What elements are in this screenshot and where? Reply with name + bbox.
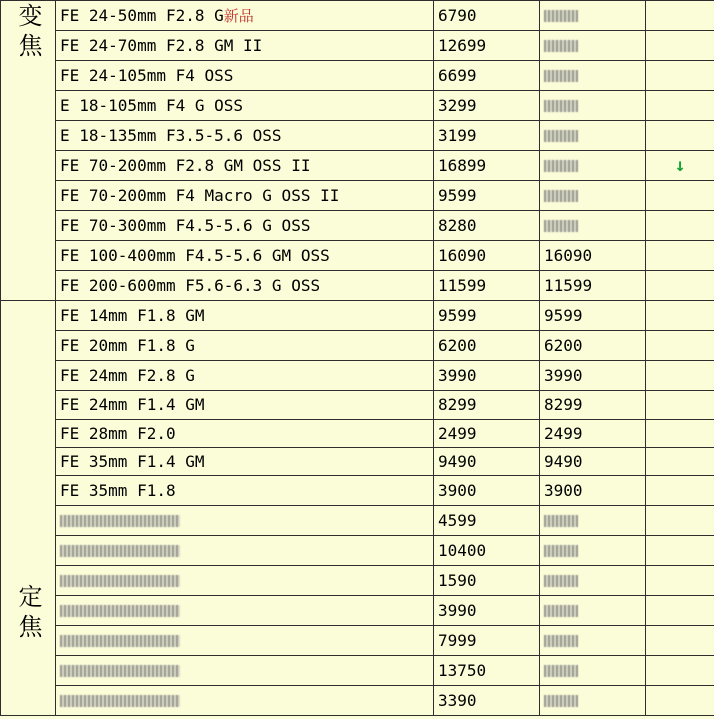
table-row xyxy=(1,271,714,301)
price-cell xyxy=(434,391,540,420)
price: 3199 xyxy=(438,125,477,145)
table-row xyxy=(1,686,714,716)
price: 6699 xyxy=(438,65,477,85)
lens-name-cell xyxy=(56,91,434,121)
table-row xyxy=(1,476,714,506)
lens-name-cell xyxy=(56,301,434,331)
price-cell xyxy=(434,91,540,121)
price: 8280 xyxy=(438,215,477,235)
price-cell xyxy=(434,151,540,181)
category-prime-cell xyxy=(1,301,56,716)
price-cell xyxy=(434,181,540,211)
price: 3900 xyxy=(438,480,477,500)
note-cell xyxy=(646,476,714,506)
lens-name-cell xyxy=(56,566,434,596)
price2: 11599 xyxy=(544,275,593,295)
lens-name-cell xyxy=(56,211,434,241)
blurred-price xyxy=(544,160,578,172)
blurred-lens-name xyxy=(60,635,180,647)
blurred-price xyxy=(544,545,578,557)
blurred-price-cell xyxy=(540,626,646,656)
table-row xyxy=(1,301,714,331)
lens-name-cell xyxy=(56,61,434,91)
note-cell xyxy=(646,420,714,448)
lens-name-cell xyxy=(56,506,434,536)
price-cell xyxy=(434,656,540,686)
table-row xyxy=(1,331,714,361)
price2: 3900 xyxy=(544,480,583,500)
table-row xyxy=(1,121,714,151)
price-cell xyxy=(434,420,540,448)
blurred-price-cell xyxy=(540,121,646,151)
lens-name: FE 24mm F2.8 G xyxy=(60,365,195,385)
price-cell xyxy=(434,596,540,626)
price: 9599 xyxy=(438,305,477,325)
table-row xyxy=(1,31,714,61)
note-cell xyxy=(646,1,714,31)
lens-name: FE 24mm F1.4 GM xyxy=(60,395,205,414)
price-cell xyxy=(434,31,540,61)
note-cell xyxy=(646,181,714,211)
lens-name: FE 200-600mm F5.6-6.3 G OSS xyxy=(60,275,321,295)
table-row xyxy=(1,151,714,181)
lens-name: FE 20mm F1.8 G xyxy=(60,335,195,355)
blurred-lens-name xyxy=(60,545,180,557)
price2: 9599 xyxy=(544,305,583,325)
lens-name-cell xyxy=(56,151,434,181)
blurred-price-cell xyxy=(540,31,646,61)
price: 1590 xyxy=(438,570,477,590)
blurred-price-cell xyxy=(540,181,646,211)
lens-name: FE 24-105mm F4 OSS xyxy=(60,65,234,85)
price2-cell xyxy=(540,420,646,448)
blurred-price-cell xyxy=(540,151,646,181)
table-row xyxy=(1,656,714,686)
note-cell xyxy=(646,331,714,361)
lens-name-cell xyxy=(56,420,434,448)
price: 4599 xyxy=(438,510,477,530)
blurred-price xyxy=(544,10,578,22)
lens-name-cell xyxy=(56,626,434,656)
table-row xyxy=(1,391,714,420)
table-row xyxy=(1,566,714,596)
blurred-price xyxy=(544,220,578,232)
price2-cell xyxy=(540,476,646,506)
note-cell xyxy=(646,536,714,566)
price: 16090 xyxy=(438,245,487,265)
lens-name: FE 24-50mm F2.8 G xyxy=(60,5,224,25)
note-cell xyxy=(646,31,714,61)
table-row xyxy=(1,596,714,626)
price2: 9490 xyxy=(544,451,583,471)
price: 8299 xyxy=(438,395,477,414)
price-cell xyxy=(434,331,540,361)
lens-name-cell xyxy=(56,181,434,211)
note-cell xyxy=(646,566,714,596)
price: 3990 xyxy=(438,365,477,385)
blurred-price-cell xyxy=(540,686,646,716)
lens-name-cell xyxy=(56,361,434,391)
lens-name: FE 28mm F2.0 xyxy=(60,423,176,443)
blurred-price-cell xyxy=(540,506,646,536)
note-cell xyxy=(646,626,714,656)
lens-name-cell xyxy=(56,686,434,716)
price2-cell xyxy=(540,241,646,271)
table-row xyxy=(1,181,714,211)
new-badge: 新品 xyxy=(223,6,254,25)
lens-name-cell xyxy=(56,271,434,301)
lens-name: FE 100-400mm F4.5-5.6 GM OSS xyxy=(60,245,330,265)
blurred-price-cell xyxy=(540,566,646,596)
price2-cell xyxy=(540,361,646,391)
note-cell xyxy=(646,506,714,536)
blurred-price-cell xyxy=(540,596,646,626)
blurred-price xyxy=(544,665,578,677)
lens-name-cell xyxy=(56,1,434,31)
price: 16899 xyxy=(438,155,487,175)
blurred-lens-name xyxy=(60,695,180,707)
price: 6790 xyxy=(438,5,477,25)
blurred-price xyxy=(544,635,578,647)
note-cell xyxy=(646,271,714,301)
table-row xyxy=(1,211,714,241)
note-cell xyxy=(646,686,714,716)
lens-name: FE 70-200mm F4 Macro G OSS II xyxy=(60,185,340,205)
blurred-price-cell xyxy=(540,656,646,686)
table-row xyxy=(1,361,714,391)
note-cell xyxy=(646,656,714,686)
price2-cell xyxy=(540,391,646,420)
note-cell xyxy=(646,91,714,121)
price: 9599 xyxy=(438,185,477,205)
price-cell xyxy=(434,241,540,271)
blurred-price-cell xyxy=(540,91,646,121)
blurred-price xyxy=(544,605,578,617)
price-cell xyxy=(434,121,540,151)
table-row xyxy=(1,1,714,31)
category-zoom-label: 变焦 xyxy=(14,3,42,63)
note-cell xyxy=(646,448,714,476)
price-cell xyxy=(434,211,540,241)
table-row xyxy=(1,626,714,656)
lens-name-cell xyxy=(56,536,434,566)
blurred-price xyxy=(544,40,578,52)
note-cell xyxy=(646,596,714,626)
lens-name-cell xyxy=(56,656,434,686)
lens-name: FE 35mm F1.4 GM xyxy=(60,451,205,471)
note-cell xyxy=(646,361,714,391)
lens-name-cell xyxy=(56,391,434,420)
lens-name-cell xyxy=(56,596,434,626)
table-row xyxy=(1,506,714,536)
price2-cell xyxy=(540,301,646,331)
lens-name-cell xyxy=(56,121,434,151)
price-cell xyxy=(434,271,540,301)
category-zoom-cell xyxy=(1,1,56,301)
blurred-price xyxy=(544,515,578,527)
price2-cell xyxy=(540,448,646,476)
blurred-lens-name xyxy=(60,515,180,527)
lens-name: FE 14mm F1.8 GM xyxy=(60,305,205,325)
price: 11599 xyxy=(438,275,487,295)
lens-name: E 18-135mm F3.5-5.6 OSS xyxy=(60,125,282,145)
price: 3990 xyxy=(438,600,477,620)
price: 12699 xyxy=(438,35,487,55)
blurred-price-cell xyxy=(540,536,646,566)
note-cell xyxy=(646,241,714,271)
price-cell xyxy=(434,1,540,31)
blurred-price xyxy=(544,100,578,112)
blurred-price-cell xyxy=(540,61,646,91)
table-row xyxy=(1,448,714,476)
price-cell xyxy=(434,476,540,506)
price-cell xyxy=(434,61,540,91)
lens-name-cell xyxy=(56,448,434,476)
price-cell xyxy=(434,566,540,596)
down-arrow-icon: ↓ xyxy=(646,151,714,181)
table-row xyxy=(1,420,714,448)
note-cell xyxy=(646,301,714,331)
lens-name-cell xyxy=(56,241,434,271)
note-cell xyxy=(646,391,714,420)
blurred-lens-name xyxy=(60,575,180,587)
note-cell xyxy=(646,211,714,241)
blurred-price xyxy=(544,575,578,587)
price-cell xyxy=(434,626,540,656)
lens-name: FE 24-70mm F2.8 GM II xyxy=(60,35,263,55)
price2: 16090 xyxy=(544,245,593,265)
price2: 6200 xyxy=(544,335,583,355)
lens-name: FE 70-200mm F2.8 GM OSS II xyxy=(60,155,311,175)
price2-cell xyxy=(540,271,646,301)
price: 9490 xyxy=(438,451,477,471)
lens-name-cell xyxy=(56,31,434,61)
table-row xyxy=(1,241,714,271)
price-cell xyxy=(434,448,540,476)
blurred-price-cell xyxy=(540,1,646,31)
note-cell xyxy=(646,61,714,91)
price-cell xyxy=(434,536,540,566)
lens-name-cell xyxy=(56,476,434,506)
lens-name: FE 35mm F1.8 xyxy=(60,480,176,500)
blurred-price xyxy=(544,70,578,82)
price-cell xyxy=(434,506,540,536)
price-cell xyxy=(434,301,540,331)
price-cell xyxy=(434,361,540,391)
blurred-price xyxy=(544,130,578,142)
price2: 8299 xyxy=(544,395,583,414)
price2: 2499 xyxy=(544,423,583,443)
lens-name-cell xyxy=(56,331,434,361)
price2-cell xyxy=(540,331,646,361)
price: 7999 xyxy=(438,630,477,650)
table-row xyxy=(1,91,714,121)
lens-name: E 18-105mm F4 G OSS xyxy=(60,95,244,115)
table-row xyxy=(1,536,714,566)
price: 3390 xyxy=(438,690,477,710)
price: 6200 xyxy=(438,335,477,355)
blurred-lens-name xyxy=(60,665,180,677)
table-row xyxy=(1,61,714,91)
category-prime-label: 定焦 xyxy=(14,584,42,644)
price: 3299 xyxy=(438,95,477,115)
blurred-price-cell xyxy=(540,211,646,241)
blurred-price xyxy=(544,695,578,707)
note-cell xyxy=(646,121,714,151)
price: 13750 xyxy=(438,660,487,680)
price: 2499 xyxy=(438,423,477,443)
price2: 3990 xyxy=(544,365,583,385)
price-cell xyxy=(434,686,540,716)
price: 10400 xyxy=(438,540,487,560)
blurred-lens-name xyxy=(60,605,180,617)
blurred-price xyxy=(544,190,578,202)
lens-name: FE 70-300mm F4.5-5.6 G OSS xyxy=(60,215,311,235)
